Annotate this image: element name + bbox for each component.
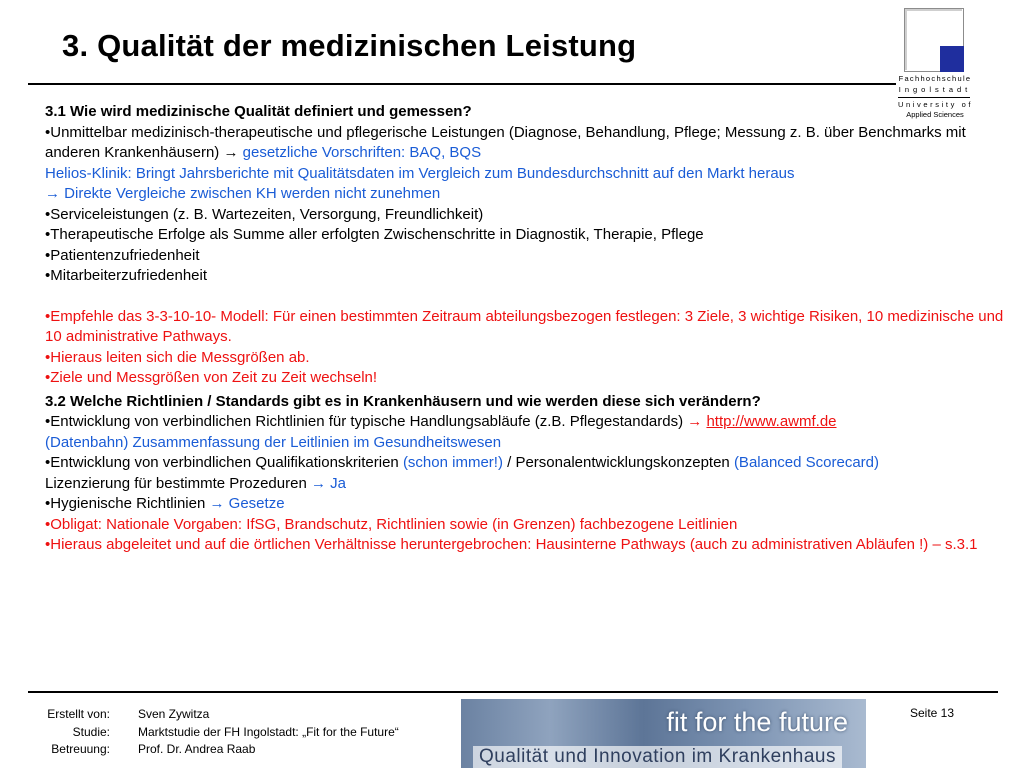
footer-value: Marktstudie der FH Ingolstadt: „Fit for the Future“	[138, 724, 399, 739]
footer-label: Studie:	[72, 724, 110, 739]
bullet-text: •Entwicklung von verbindlichen Richtlinien für typische Handlungsabläufe (z.B. Pflegestandards)	[45, 413, 684, 430]
obligation-note: •Obligat: Nationale Vorgaben: IfSG, Brandschutz, Richtlinien sowie (in Grenzen) fachbezogene Leitlinien	[45, 515, 738, 533]
helios-conclusion	[45, 184, 1005, 205]
logo-text-university: University of	[898, 100, 974, 109]
section-1-bullet-2: •Serviceleistungen (z. B. Wartezeiten, Versorgung, Freundlichkeit)	[45, 205, 484, 223]
footer-row-study	[26, 724, 399, 742]
section-2-bullet-2	[45, 453, 1005, 474]
bullet-text: / Personalentwicklungskonzepten	[507, 454, 730, 471]
logo-text-fachhochschule: Fachhochschule	[898, 74, 972, 83]
footer-label: Betreuung:	[51, 742, 110, 756]
fit-for-the-future-banner	[461, 699, 866, 768]
section-2-heading: 3.2 Welche Richtlinien / Standards gibt es in Krankenhäusern und wie werden diese sich verändern?	[45, 392, 761, 410]
arrow-icon: →	[310, 474, 326, 492]
header-divider	[28, 83, 896, 85]
footer-label: Erstellt von:	[47, 707, 110, 721]
section-1-bullet-3: •Therapeutische Erfolge als Summe aller erfolgten Zwischenschritte in Diagnostik, Therapie, Pflege	[45, 226, 704, 243]
footer-value: Prof. Dr. Andrea Raab	[138, 742, 256, 756]
licensing-line	[45, 474, 1005, 495]
derived-note: •Hieraus abgeleitet und auf die örtlichen Verhältnisse heruntergebrochen: Hausinterne Pathways (auch zu administrativen Abläufen !) – s.3.1	[45, 536, 978, 553]
arrow-icon: →	[223, 144, 239, 161]
bullet-text: Lizenzierung für bestimmte Prozeduren	[45, 474, 307, 492]
section-2-bullet-1-note: (Datenbahn) Zusammenfassung der Leitlinien im Gesundheitswesen	[45, 433, 502, 451]
arrow-icon: →	[45, 185, 60, 202]
bullet-text: •Unmittelbar medizinisch-therapeutische und pflegerische Leistungen (Diagnose, Behandlung, Pflege; Messung z. B. über Benchmarks mit anderen Krankenhäusern)	[45, 123, 966, 161]
footer-row-supervision	[26, 741, 399, 759]
slide-content	[45, 102, 1005, 556]
logo-mark-icon	[904, 8, 964, 72]
bullet-highlight: Ja	[330, 474, 346, 492]
bullet-highlight: (schon immer!)	[402, 454, 503, 471]
helios-conclusion-text: Direkte Vergleiche zwischen KH werden nicht zunehmen	[64, 185, 441, 202]
footer-value: Sven Zywitza	[138, 707, 210, 721]
section-1-bullet-1	[45, 123, 1005, 164]
section-1-bullet-5: •Mitarbeiterzufriedenheit	[45, 267, 207, 284]
recommendation-2: •Hieraus leiten sich die Messgrößen ab.	[45, 348, 310, 366]
footer-credits	[26, 706, 399, 759]
bullet-highlight: gesetzliche Vorschriften: BAQ, BQS	[242, 144, 482, 161]
logo-divider	[898, 97, 970, 98]
section-1-heading: 3.1 Wie wird medizinische Qualität definiert und gemessen?	[45, 103, 472, 120]
helios-note: Helios-Klinik: Bringt Jahrsberichte mit Qualitätsdaten im Vergleich zum Bundesdurchschnitt auf den Markt heraus	[45, 164, 795, 182]
logo-text-ingolstadt: Ingolstadt	[898, 85, 972, 94]
bullet-highlight: (Balanced Scorecard)	[733, 454, 880, 471]
arrow-icon: →	[209, 495, 225, 512]
spacer	[45, 287, 1005, 307]
recommendation-1: •Empfehle das 3-3-10-10- Modell: Für einen bestimmten Zeitraum abteilungsbezogen festlegen: 3 Ziele, 3 wichtige Risiken, 10 medizinische und 10 administrative Pathways.	[45, 307, 1004, 345]
bullet-text: •Entwicklung von verbindlichen Qualifikationskriterien	[45, 454, 399, 471]
section-2-bullet-1	[45, 412, 1005, 433]
footer-divider	[28, 691, 998, 693]
section-2-bullet-3	[45, 494, 1005, 515]
banner-subtitle: Qualität und Innovation im Krankenhaus	[473, 746, 842, 768]
arrow-icon: →	[687, 413, 703, 430]
footer-row-created	[26, 706, 399, 724]
logo-text-applied-sciences: Applied Sciences	[906, 110, 964, 119]
recommendation-3: •Ziele und Messgrößen von Zeit zu Zeit wechseln!	[45, 369, 378, 386]
section-1-bullet-4: •Patientenzufriedenheit	[45, 246, 200, 264]
bullet-highlight: Gesetze	[228, 495, 285, 512]
awmf-link[interactable]: http://www.awmf.de	[706, 413, 837, 430]
banner-title: fit for the future	[666, 707, 848, 737]
page-number: Seite 13	[910, 706, 955, 720]
bullet-text: •Hygienische Richtlinien	[45, 495, 206, 512]
slide-title: 3. Qualität der medizinischen Leistung	[62, 28, 637, 63]
